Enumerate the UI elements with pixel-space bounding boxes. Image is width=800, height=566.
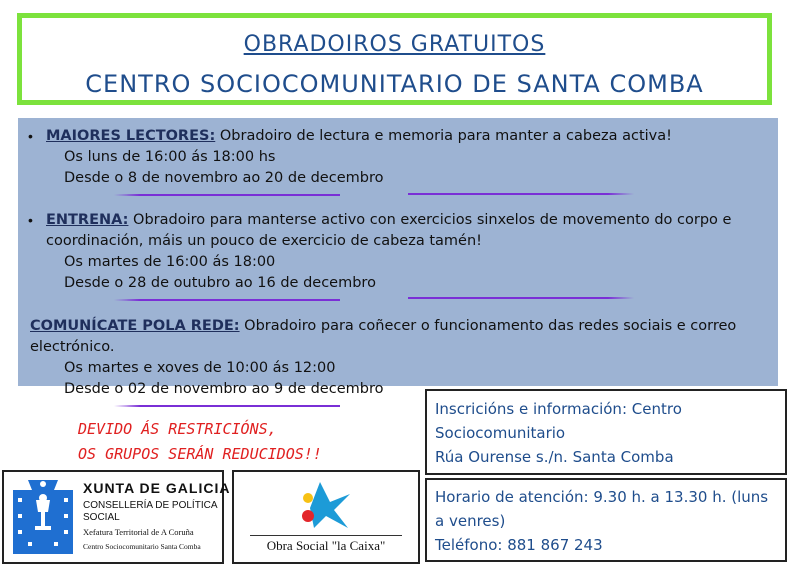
workshop-3-heading [30,318,736,334]
xunta-name: XUNTA DE GALICIA [83,480,231,496]
bullet-marker: • [28,128,33,144]
workshop-1-dates: Desde o 8 de novembro ao 20 de decembro [64,170,384,186]
hours-box [425,478,787,562]
xunta-centre: Centro Sociocomunitario Santa Comba [83,542,201,551]
workshop-1-label: MAIORES LECTORES: [46,128,216,144]
workshop-3-desc-line-2: electrónico. [30,339,115,355]
right-arrow-icon [408,294,634,302]
info-line-3: Rúa Ourense s./n. Santa Comba [435,448,674,466]
phone-line: Teléfono: 881 867 243 [435,536,603,554]
lacaixa-name: Obra Social "la Caixa" [266,538,386,553]
workshop-1-heading [46,128,672,144]
right-arrow-icon [408,190,634,198]
workshop-1-desc: Obradoiro de lectura e memoria para manter a cabeza activa! [219,128,672,144]
workshop-2-heading [46,212,731,228]
bullet-marker: • [28,212,33,228]
workshop-3-desc-line-1: Obradoiro para coñecer o funcionamento das redes sociais e correo [244,318,737,334]
warning-line-2: OS GRUPOS SERÁN REDUCIDOS!! [78,445,322,463]
lacaixa-divider [250,535,402,536]
info-line-2: Sociocomunitario [435,424,566,442]
workshop-2-schedule: Os martes de 16:00 ás 18:00 [64,254,276,270]
title-line-1: OBRADOIROS GRATUITOS [243,32,546,57]
left-arrow-icon [114,296,340,304]
workshop-3-dates: Desde o 02 de novembro ao 9 de decembro [64,381,384,397]
left-arrow-icon [114,191,340,199]
xunta-dept-line-1: CONSELLERÍA DE POLÍTICA [83,500,218,511]
title-box [17,13,772,105]
left-arrow-icon [114,402,340,410]
warning-line-1: DEVIDO ÁS RESTRICIÓNS, [78,420,277,438]
workshop-1-schedule: Os luns de 16:00 ás 18:00 hs [64,149,276,165]
xunta-dept-line-2: SOCIAL [83,512,120,523]
xunta-office: Xefatura Territorial de A Coruña [83,527,194,537]
workshop-3-label: COMUNÍCATE POLA REDE: [30,318,240,334]
info-line-1: Inscricións e información: Centro [435,400,682,418]
lacaixa-star-icon [296,480,356,530]
info-box [425,389,787,475]
hours-line-2: a venres) [435,512,506,530]
workshop-3-schedule: Os martes e xoves de 10:00 ás 12:00 [64,360,336,376]
workshop-2-label: ENTRENA: [46,212,129,228]
title-line-2: CENTRO SOCIOCOMUNITARIO DE SANTA COMBA [85,70,704,98]
workshop-2-dates: Desde o 28 de outubro ao 16 de decembro [64,275,376,291]
hours-line-1: Horario de atención: 9.30 h. a 13.30 h. (luns [435,488,769,506]
workshop-2-desc-line-2: coordinación, máis un pouco de exercicio de cabeza tamén! [46,233,482,249]
workshop-2-desc-line-1: Obradoiro para manterse activo con exercicios sinxelos de movemento do corpo e [133,212,732,228]
xunta-shield-icon [12,478,74,556]
